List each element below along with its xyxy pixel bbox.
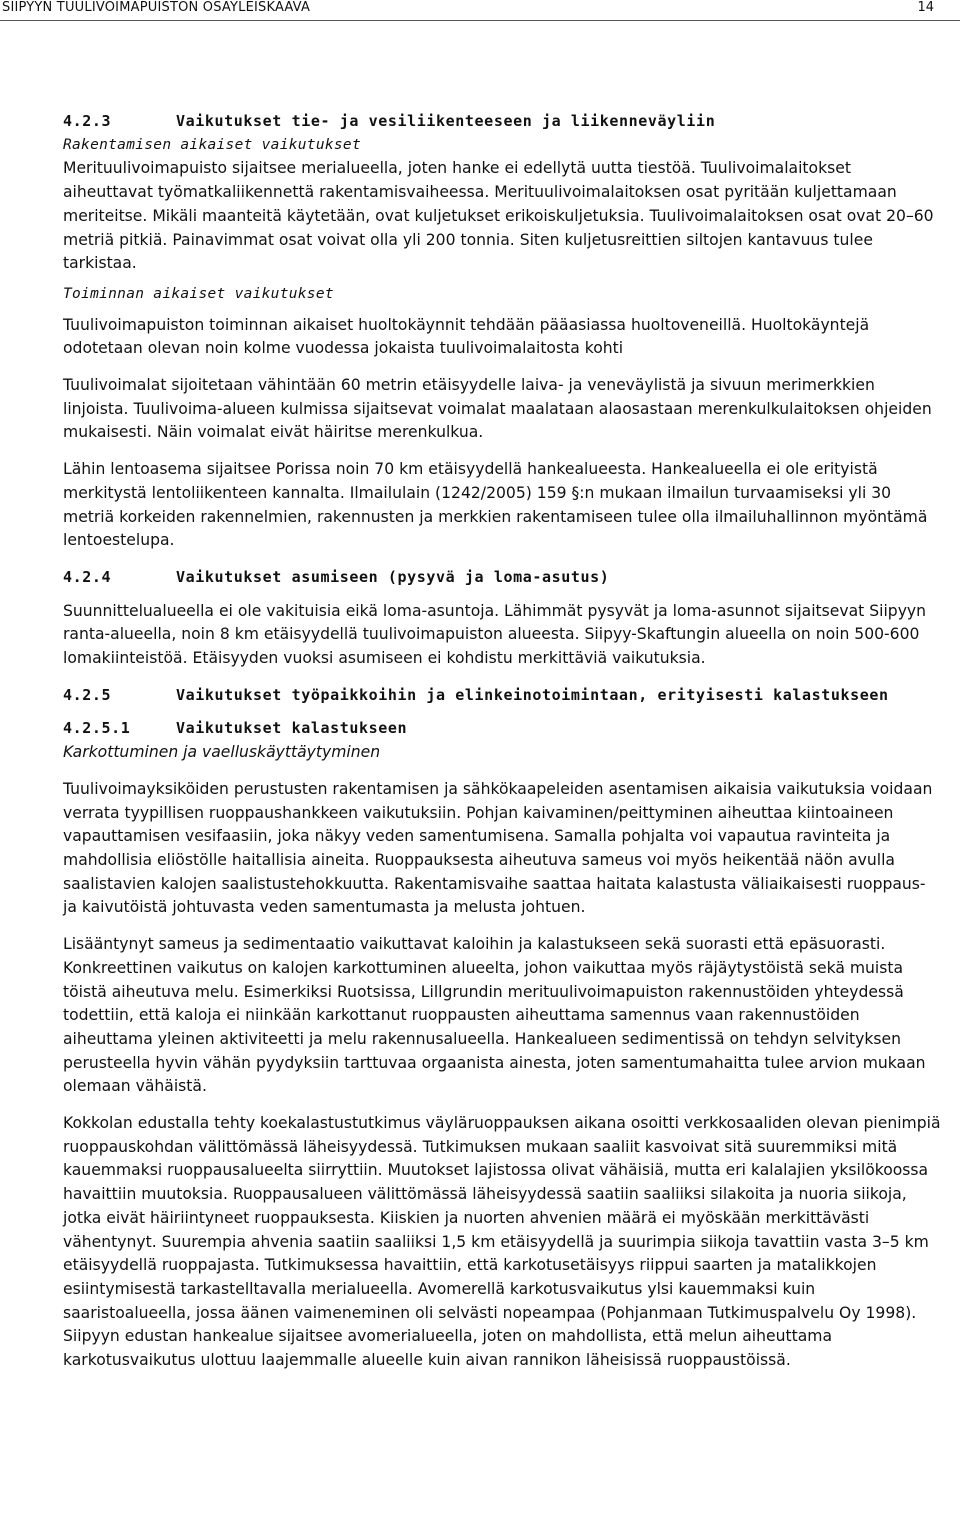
paragraph: Tuulivoimapuiston toiminnan aikaiset huoltokäynnit tehdään pääasiassa huoltoveneillä. Huoltokäyntejä odotetaan olevan noin kolme vuodessa jokaista tuulivoimalaitosta kohti (63, 315, 870, 358)
page-number: 14 (917, 0, 934, 15)
document-body (63, 110, 943, 1373)
section-title: Vaikutukset kalastukseen (176, 719, 408, 738)
section-title: Vaikutukset tie- ja vesiliikenteeseen ja liikenneväyliin (176, 112, 716, 130)
paragraph: Kokkolan edustalla tehty koekalastustutkimus väyläruoppauksen aikana osoitti verkkosaaliden olevan pienimpiä ruoppauskohdan välittömässä läheisyydessä. Tutkimuksen mukaan saaliit kasvoivat sitä suuremmiksi mitä kauemmaksi ruoppausalueelta siirryttiin. Muutokset lajistossa olivat vähäisiä, mutta eri kalalajien yksilökoossa havaittiin muutoksia. Ruoppausalueen välittömässä läheisyydessä saatiin saaliiksi silakoita ja nuoria siikoja, jotka eivät häiriintyneet ruoppauksesta. Kiiskien ja nuorten ahvenien määrä ei myöskään merkittävästi vähentynyt. Suurempia ahvenia saatiin saaliiksi 1,5 km etäisyydellä ja suurimpia siikoja tavattiin vasta 3–5 km etäisyydellä ruoppajasta. Tutkimuksessa havaittiin, että karkotusetäisyys riippui saarten ja matalikkojen esiintymisestä tarkastelltavalla merialueella. Avomerellä karkotusvaikutus ylsi kauemmaksi kuin saaristoalueella, jossa äänen vaimeneminen oli selvästi nopeampaa (Pohjanmaan Tutkimuspalvelu Oy 1998). Siipyyn edustan hankealue sijaitsee avomerialueella, joten on mahdollista, että melun aiheuttama karkotusvaikutus ulottuu laajemmalle alueelle kuin aivan rannikon läheisissä ruoppaustöissä. (63, 1114, 941, 1370)
section-heading-4-2-4 (63, 566, 943, 590)
paragraph: Lisääntynyt sameus ja sedimentaatio vaikuttavat kaloihin ja kalastukseen sekä suorasti että epäsuorasti. Konkreettinen vaikutus on kalojen karkottuminen alueelta, johon vaikuttaa myös räjäytystöistä sekä muista töistä aiheutuva melu. Esimerkiksi Ruotsissa, Lillgrundin merituulivoimapuiston rakennustöiden yhteydessä todettiin, että kaloja ei niinkään karkottanut ruoppausten aiheuttama samennus vaan rakennustöiden aiheuttama yleinen aktiviteetti ja melu rakennusalueella. Hankealueen sedimentissä on tehdyn selvityksen perusteella hyvin vähän pyydyksiin tarttuvaa orgaanista ainesta, joten samentumahaitta tulee arvion mukaan olemaan vähäistä. (63, 935, 926, 1096)
subheading-construction: Rakentamisen aikaiset vaikutukset (63, 136, 361, 153)
paragraph: Tuulivoimayksiköiden perustusten rakentamisen ja sähkökaapeleiden asentamisen aikaisia vaikutuksia voidaan verrata tyypillisen ruoppaushankkeen vaikutuksiin. Pohjan kaivaminen/peittyminen aiheuttaa kiintoaineen vapauttamisen vesifaasiin, joka näkyy veden samentumisena. Samalla pohjalta voi vapautua ravinteita ja mahdollisia eliöstölle haitallisia aineita. Ruoppauksesta aiheutuva sameus voi myös heikentää näön avulla saalistavien kalojen saalistustehokkuutta. Rakentamisvaihe saattaa haitata kalastusta väliaikaisesti ruoppaus- ja kaivutöistä johtuvasta veden samentumasta ja melusta johtuen. (63, 779, 933, 917)
section-heading-4-2-3 (63, 110, 943, 134)
section-number: 4.2.4 (63, 567, 112, 586)
section-heading-4-2-5 (63, 684, 943, 708)
paragraph: Merituulivoimapuisto sijaitsee merialueella, joten hanke ei edellytä uutta tiestöä. Tuulivoimalaitokset aiheuttavat työmatkaliikennettä rakentamisvaiheessa. Merituulivoimalaitoksen osat pyritään kuljettamaan meriteitse. Mikäli maanteitä käytetään, ovat kuljetukset erikoiskuljetuksia. Tuulivoimalaitoksen osat ovat 20–60 metriä pitkiä. Painavimmat osat voivat olla yli 200 tonnia. Siten kuljetusreittien siltojen kantavuus tulee tarkistaa. (63, 159, 934, 273)
section-number: 4.2.5 (63, 685, 112, 704)
subheading-operation: Toiminnan aikaiset vaikutukset (63, 285, 334, 302)
paragraph: Tuulivoimalat sijoitetaan vähintään 60 metrin etäisyydelle laiva- ja veneväylistä ja sivuun merimerkkien linjoista. Tuulivoima-alueen kulmissa sijaitsevat voimalat maalataan alaosastaan merenkulkulaitoksen ohjeiden mukaisesti. Näin voimalat eivät häiritse merenkulkua. (63, 376, 932, 442)
section-title: Vaikutukset työpaikkoihin ja elinkeinotoimintaan, erityisesti kalastukseen (176, 685, 889, 704)
section-heading-4-2-5-1 (63, 717, 943, 741)
section-title: Vaikutukset asumiseen (pysyvä ja loma-asutus) (176, 567, 610, 586)
paragraph: Lähin lentoasema sijaitsee Porissa noin 70 km etäisyydellä hankealueesta. Hankealueella ei ole erityistä merkitystä lentoliikenteen kannalta. Ilmailulain (1242/2005) 159 §:n mukaan ilmailun turvaamiseksi yli 30 metriä korkeiden rakennelmien, rakennusten ja merkkien rakentamiseen tulee olla ilmailuhallinnon myöntämä lentoestelupa. (63, 460, 928, 550)
paragraph: Suunnittelualueella ei ole vakituisia eikä loma-asuntoja. Lähimmät pysyvät ja loma-asunnot sijaitsevat Siipyyn ranta-alueella, noin 8 km etäisyydellä tuulivoimapuiston alueesta. Siipyy-Skaftungin alueella on noin 500-600 lomakiinteistöä. Etäisyyden vuoksi asumiseen ei kohdistu merkittäviä vaikutuksia. (63, 601, 927, 668)
header-rule (0, 20, 960, 21)
subheading-displacement: Karkottuminen ja vaelluskäyttäytyminen (63, 743, 381, 762)
section-number: 4.2.5.1 (63, 719, 131, 738)
page-header (0, 0, 960, 22)
section-number: 4.2.3 (63, 112, 112, 130)
document-title: SIIPYYN TUULIVOIMAPUISTON OSAYLEISKAAVA (2, 0, 311, 15)
